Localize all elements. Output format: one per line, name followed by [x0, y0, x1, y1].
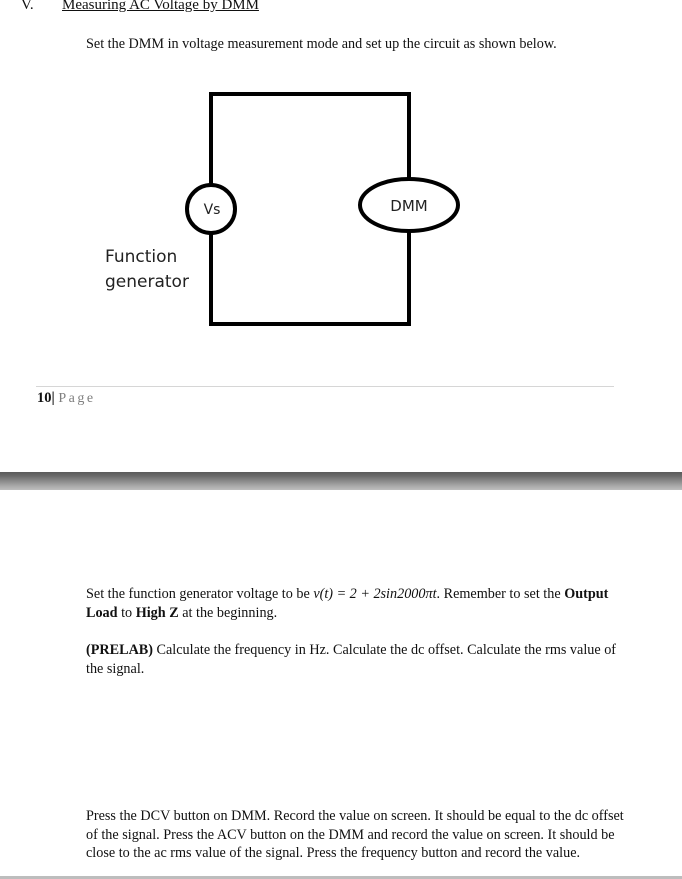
instruction-text-b: . Remember to set the — [436, 586, 565, 602]
dmm-label: DMM — [390, 197, 428, 215]
function-generator-label-line1: Function — [105, 247, 178, 267]
intro-instruction: Set the DMM in voltage measurement mode and set up the circuit as shown below. — [86, 36, 557, 52]
section-number: V. — [21, 0, 34, 13]
prelab-text: Calculate the frequency in Hz. Calculate the dc offset. Calculate the rms value of the signal. — [86, 642, 617, 677]
instruction-text-a: Set the function generator voltage to be — [86, 586, 314, 602]
circuit-diagram — [0, 0, 682, 380]
dmm-measurement-instruction: Press the DCV button on DMM. Record the value on screen. It should be equal to the dc offset of the signal. Press the ACV button on the DMM and record the value on screen. It should be close to the ac rms value of the signal. Press the frequency button and record the value. — [86, 808, 624, 861]
function-generator-instruction — [86, 585, 626, 622]
footer-separator: | — [51, 390, 55, 406]
prelab-tag: (PRELAB) — [86, 642, 153, 658]
footer-divider — [36, 386, 614, 387]
prelab-instruction — [86, 641, 626, 678]
section-title: Measuring AC Voltage by DMM — [62, 0, 259, 13]
function-generator-label-line2: generator — [105, 272, 189, 292]
document-page-11 — [0, 490, 682, 879]
instruction-text-c: to — [117, 604, 136, 621]
voltage-source-label: Vs — [203, 202, 221, 218]
page-word: Page — [58, 391, 96, 406]
voltage-formula: v(t) = 2 + 2sin2000πt — [313, 586, 437, 602]
page-footer — [37, 390, 96, 407]
page-number: 10 — [37, 390, 52, 406]
high-z-term: High Z — [135, 604, 179, 621]
instruction-text-d: at the beginning. — [178, 604, 278, 621]
output-load-term: Output Load — [86, 586, 609, 621]
page-gap — [0, 472, 682, 490]
